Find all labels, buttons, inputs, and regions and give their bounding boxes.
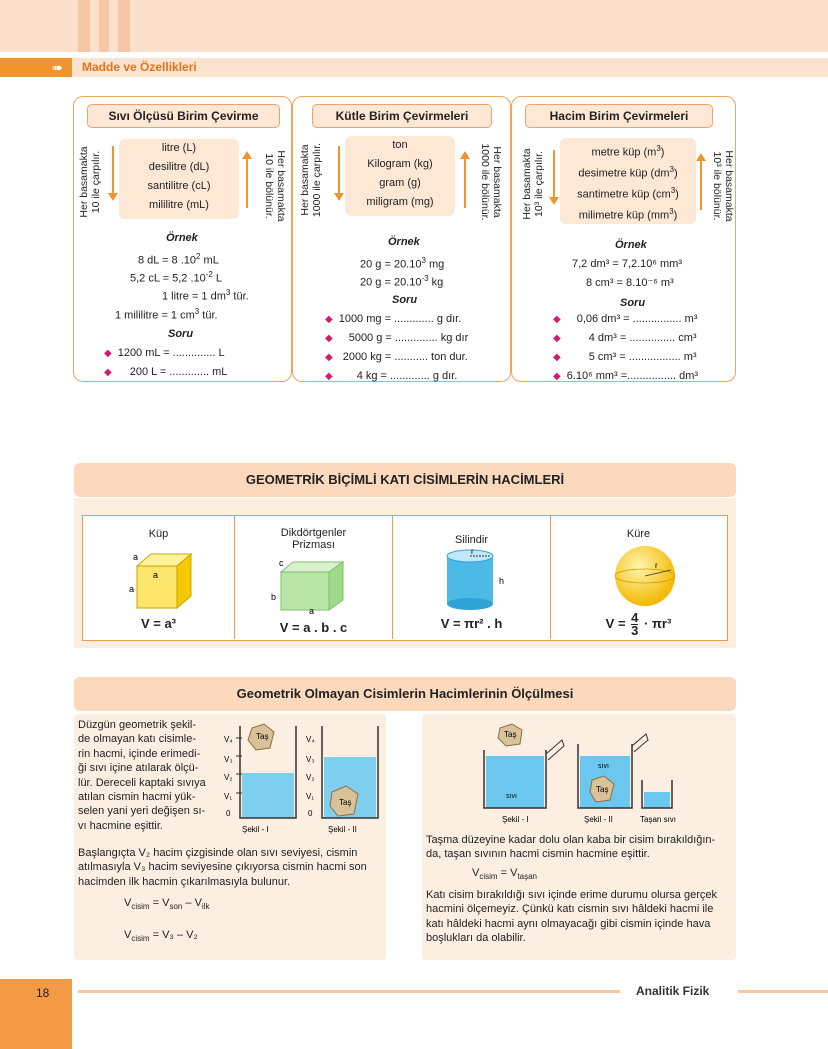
prism-figure (269, 554, 359, 614)
arrow-down-icon (112, 146, 114, 194)
example-line: 1 mililitre = 1 $cm^3$ tür. (115, 307, 218, 322)
question-title: Soru (392, 294, 418, 306)
arrow-up-icon (700, 160, 702, 210)
equation-1: $V_{cisim} = V_{son} - V_{ilk}$ (124, 897, 210, 912)
page-number: 18 (36, 986, 50, 1000)
cube-label: Küp (148, 528, 169, 540)
svg-text:V₁: V₁ (306, 792, 315, 801)
question-line: ◆ 2000 kg = ........... ton dur. (325, 351, 468, 363)
unit-item: mililitre (mL) (149, 199, 209, 211)
svg-text:V₂: V₂ (224, 773, 233, 782)
right-note: Her basamakta 10 ile bölünür. (263, 150, 287, 222)
left-paragraph-2: Başlangıçta V₂ hacim çizgisinde olan sıvı seviyesi, cismin atılmasıyla V₃ hacim seviyesine çıkıyorsa cismin hacmi son hacimden ilk hacmin çıkarılmasıyla bulunur. (78, 847, 367, 888)
example-line: 8 cm³ = 8.10⁻⁶ m³ (586, 277, 674, 289)
cube-figure (127, 544, 207, 614)
svg-text:sıvı: sıvı (598, 763, 609, 770)
cylinder-formula: V = πr² . h (440, 616, 503, 631)
unit-item: gram (g) (379, 177, 421, 189)
prism-label: Dikdörtgenler Prizması (280, 527, 347, 551)
chapter-title: Madde ve Özellikleri (82, 60, 197, 74)
svg-text:Şekil - I: Şekil - I (242, 825, 269, 834)
left-note: Her basamakta 10³ ile çarpılır. (521, 148, 545, 220)
question-title: Soru (620, 297, 646, 309)
cubic-unit-list (560, 138, 696, 224)
book-title: Analitik Fizik (636, 984, 710, 998)
example-title: Örnek (166, 232, 198, 244)
unit-item: santimetre küp $(cm^3)$ (577, 186, 679, 201)
cube-formula: V = a³ (140, 616, 177, 631)
question-line: ◆ 4 dm³ = ............... cm³ (553, 332, 697, 344)
dim-a: a (129, 584, 135, 594)
question-line: ◆ 4 kg = ............. g dır. (325, 370, 458, 382)
svg-text:V₄: V₄ (224, 735, 233, 744)
example-line: 20 $g = 20.10^{-3}$ kg (360, 274, 444, 289)
svg-text:0: 0 (226, 809, 231, 818)
question-line: ◆ 5 cm³ = ................. m³ (553, 351, 697, 363)
sphere-cell (551, 516, 726, 639)
left-note: Her basamakta 1000 ile çarpılır. (299, 142, 323, 218)
right-note: Her basamakta 10³ ile bölünür. (711, 150, 735, 222)
arrow-up-icon (464, 158, 466, 208)
svg-text:Şekil - II: Şekil - II (584, 815, 613, 824)
cylinder-label: Silindir (454, 534, 488, 546)
panel-cubic-title: Hacim Birim Çevirmeleri (525, 104, 713, 128)
cylinder-cell (393, 516, 551, 639)
overflow-figure (480, 722, 690, 826)
footer-line (738, 990, 828, 993)
svg-text:Taş: Taş (256, 732, 269, 741)
example-line: 1 litre = 1 $dm^3$ tür. (162, 288, 249, 303)
dim-c: c (279, 558, 284, 568)
nongeometric-banner: Geometrik Olmayan Cisimlerin Hacimlerinin Ölçülmesi (74, 677, 736, 711)
unit-item: milimetre küp $(mm^3)$ (578, 207, 678, 222)
svg-text:Şekil - II: Şekil - II (328, 825, 357, 834)
svg-text:V₂: V₂ (306, 773, 315, 782)
left-paragraph: Düzgün geometrik şekil- de olmayan katı cisimle- rin hacmi, içinde erimedi- ği sıvı içine atılarak ölçü- lür. Dereceli kaptaki sıvıya atılan cismin hacmi yük- selen yani yeri değişen sı- vı hacmine eşittir. (78, 719, 206, 832)
dim-a: a (309, 606, 315, 614)
dim-a: a (153, 570, 159, 580)
footer-line (78, 990, 620, 993)
svg-text:Şekil - I: Şekil - I (502, 815, 529, 824)
equation-2: $V_{cisim} = V_3 - V_2$ (124, 929, 198, 944)
volume-unit-list (119, 139, 239, 219)
geometric-banner: GEOMETRİK BİÇİMLİ KATI CİSİMLERİN HACİMLERİ (74, 463, 736, 497)
svg-text:Taş: Taş (596, 785, 609, 794)
dim-b: b (271, 592, 277, 602)
svg-text:sıvı: sıvı (506, 793, 517, 800)
arrow-icon: ➠ (52, 60, 63, 75)
geometric-table (82, 515, 728, 641)
panel-mass-title: Kütle Birim Çevirmeleri (312, 104, 492, 128)
mass-unit-list (345, 136, 455, 216)
unit-item: santilitre (cL) (147, 180, 211, 192)
example-title: Örnek (615, 239, 647, 251)
svg-text:V₁: V₁ (224, 792, 233, 801)
question-line: ◆ 6.10⁶ mm³ =................ dm³ (553, 370, 699, 382)
arrow-down-icon (338, 146, 340, 194)
dim-r: r (471, 548, 474, 556)
right-paragraph-2: Katı cisim bırakıldığı sıvı içinde erime durumu olursa gerçek hacmini ölçemeyiz. Çünkü katı cismin sıvı hâldeki hacmi ile katı hâldeki hacmi aynı olmayacağı gibi cismin içinde hava boşlukları da olabilir. (426, 889, 718, 945)
prism-formula: V = a . b . c (279, 620, 348, 635)
unit-item: ton (392, 139, 408, 151)
unit-item: Kilogram (kg) (367, 158, 433, 170)
arrow-down-icon (553, 150, 555, 198)
svg-text:V₃: V₃ (224, 755, 233, 764)
example-line: 20 $g = 20.10^3$ mg (360, 256, 445, 271)
cube-cell (83, 516, 235, 639)
unit-item: miligram (mg) (366, 196, 434, 208)
svg-text:Taşan sıvı: Taşan sıvı (640, 815, 677, 824)
prism-cell (235, 516, 393, 639)
question-line: ◆ 5000 g = .............. kg dır (325, 332, 469, 344)
right-note: Her basamakta 1000 ile bölünür. (479, 143, 503, 221)
cylinder-figure (441, 548, 511, 612)
arrow-up-icon (246, 158, 248, 208)
svg-text:0: 0 (308, 809, 313, 818)
question-line: ◆ 0,06 dm³ = ................ m³ (553, 313, 698, 325)
svg-text:V₃: V₃ (306, 755, 315, 764)
right-paragraph: Taşma düzeyine kadar dolu olan kaba bir cisim bırakıldığın- da, taşan sıvının hacmi cismin hacmine eşittir. (426, 834, 716, 861)
decor-stripe (99, 0, 109, 52)
left-note: Her basamakta 10 ile çarpılır. (78, 146, 102, 218)
dim-r: r (655, 561, 658, 570)
example-line: 8 dL = 8 $.10^2$ mL (138, 252, 219, 267)
unit-item: metre küp $(m^3)$ (591, 144, 665, 159)
question-line: ◆ 200 L = ............. mL (104, 366, 228, 378)
panel-volume-title: Sıvı Ölçüsü Birim Çevirme (87, 104, 280, 128)
example-line: 5,2 cL = 5,2 $.10^{-2}$ L (130, 270, 223, 285)
example-line: 7,2 dm³ = 7,2.10⁶ mm³ (572, 258, 682, 270)
sphere-formula: V = $\frac{4}{3}$ · πr³ (605, 610, 672, 638)
sphere-label: Küre (626, 528, 651, 540)
question-line: ◆ 1200 mL = .............. L (104, 347, 225, 359)
equation-3: $V_{cisim} = V_{taşan}$ (472, 867, 538, 882)
unit-item: litre (L) (161, 142, 197, 154)
dim-h: h (499, 576, 505, 586)
svg-text:Taş: Taş (504, 730, 517, 739)
example-title: Örnek (388, 236, 420, 248)
dim-a: a (133, 552, 139, 562)
decor-stripe (118, 0, 130, 52)
sphere-figure (611, 540, 681, 610)
svg-text:Taş: Taş (339, 798, 352, 807)
decor-stripe (78, 0, 90, 52)
question-line: ◆ 1000 mg = ............. g dır. (325, 313, 462, 325)
graduated-cylinders-figure (222, 722, 386, 838)
svg-text:V₄: V₄ (306, 735, 315, 744)
unit-item: desimetre küp $(dm^3)$ (578, 165, 678, 180)
question-title: Soru (168, 328, 194, 340)
unit-item: desilitre (dL) (148, 161, 210, 173)
